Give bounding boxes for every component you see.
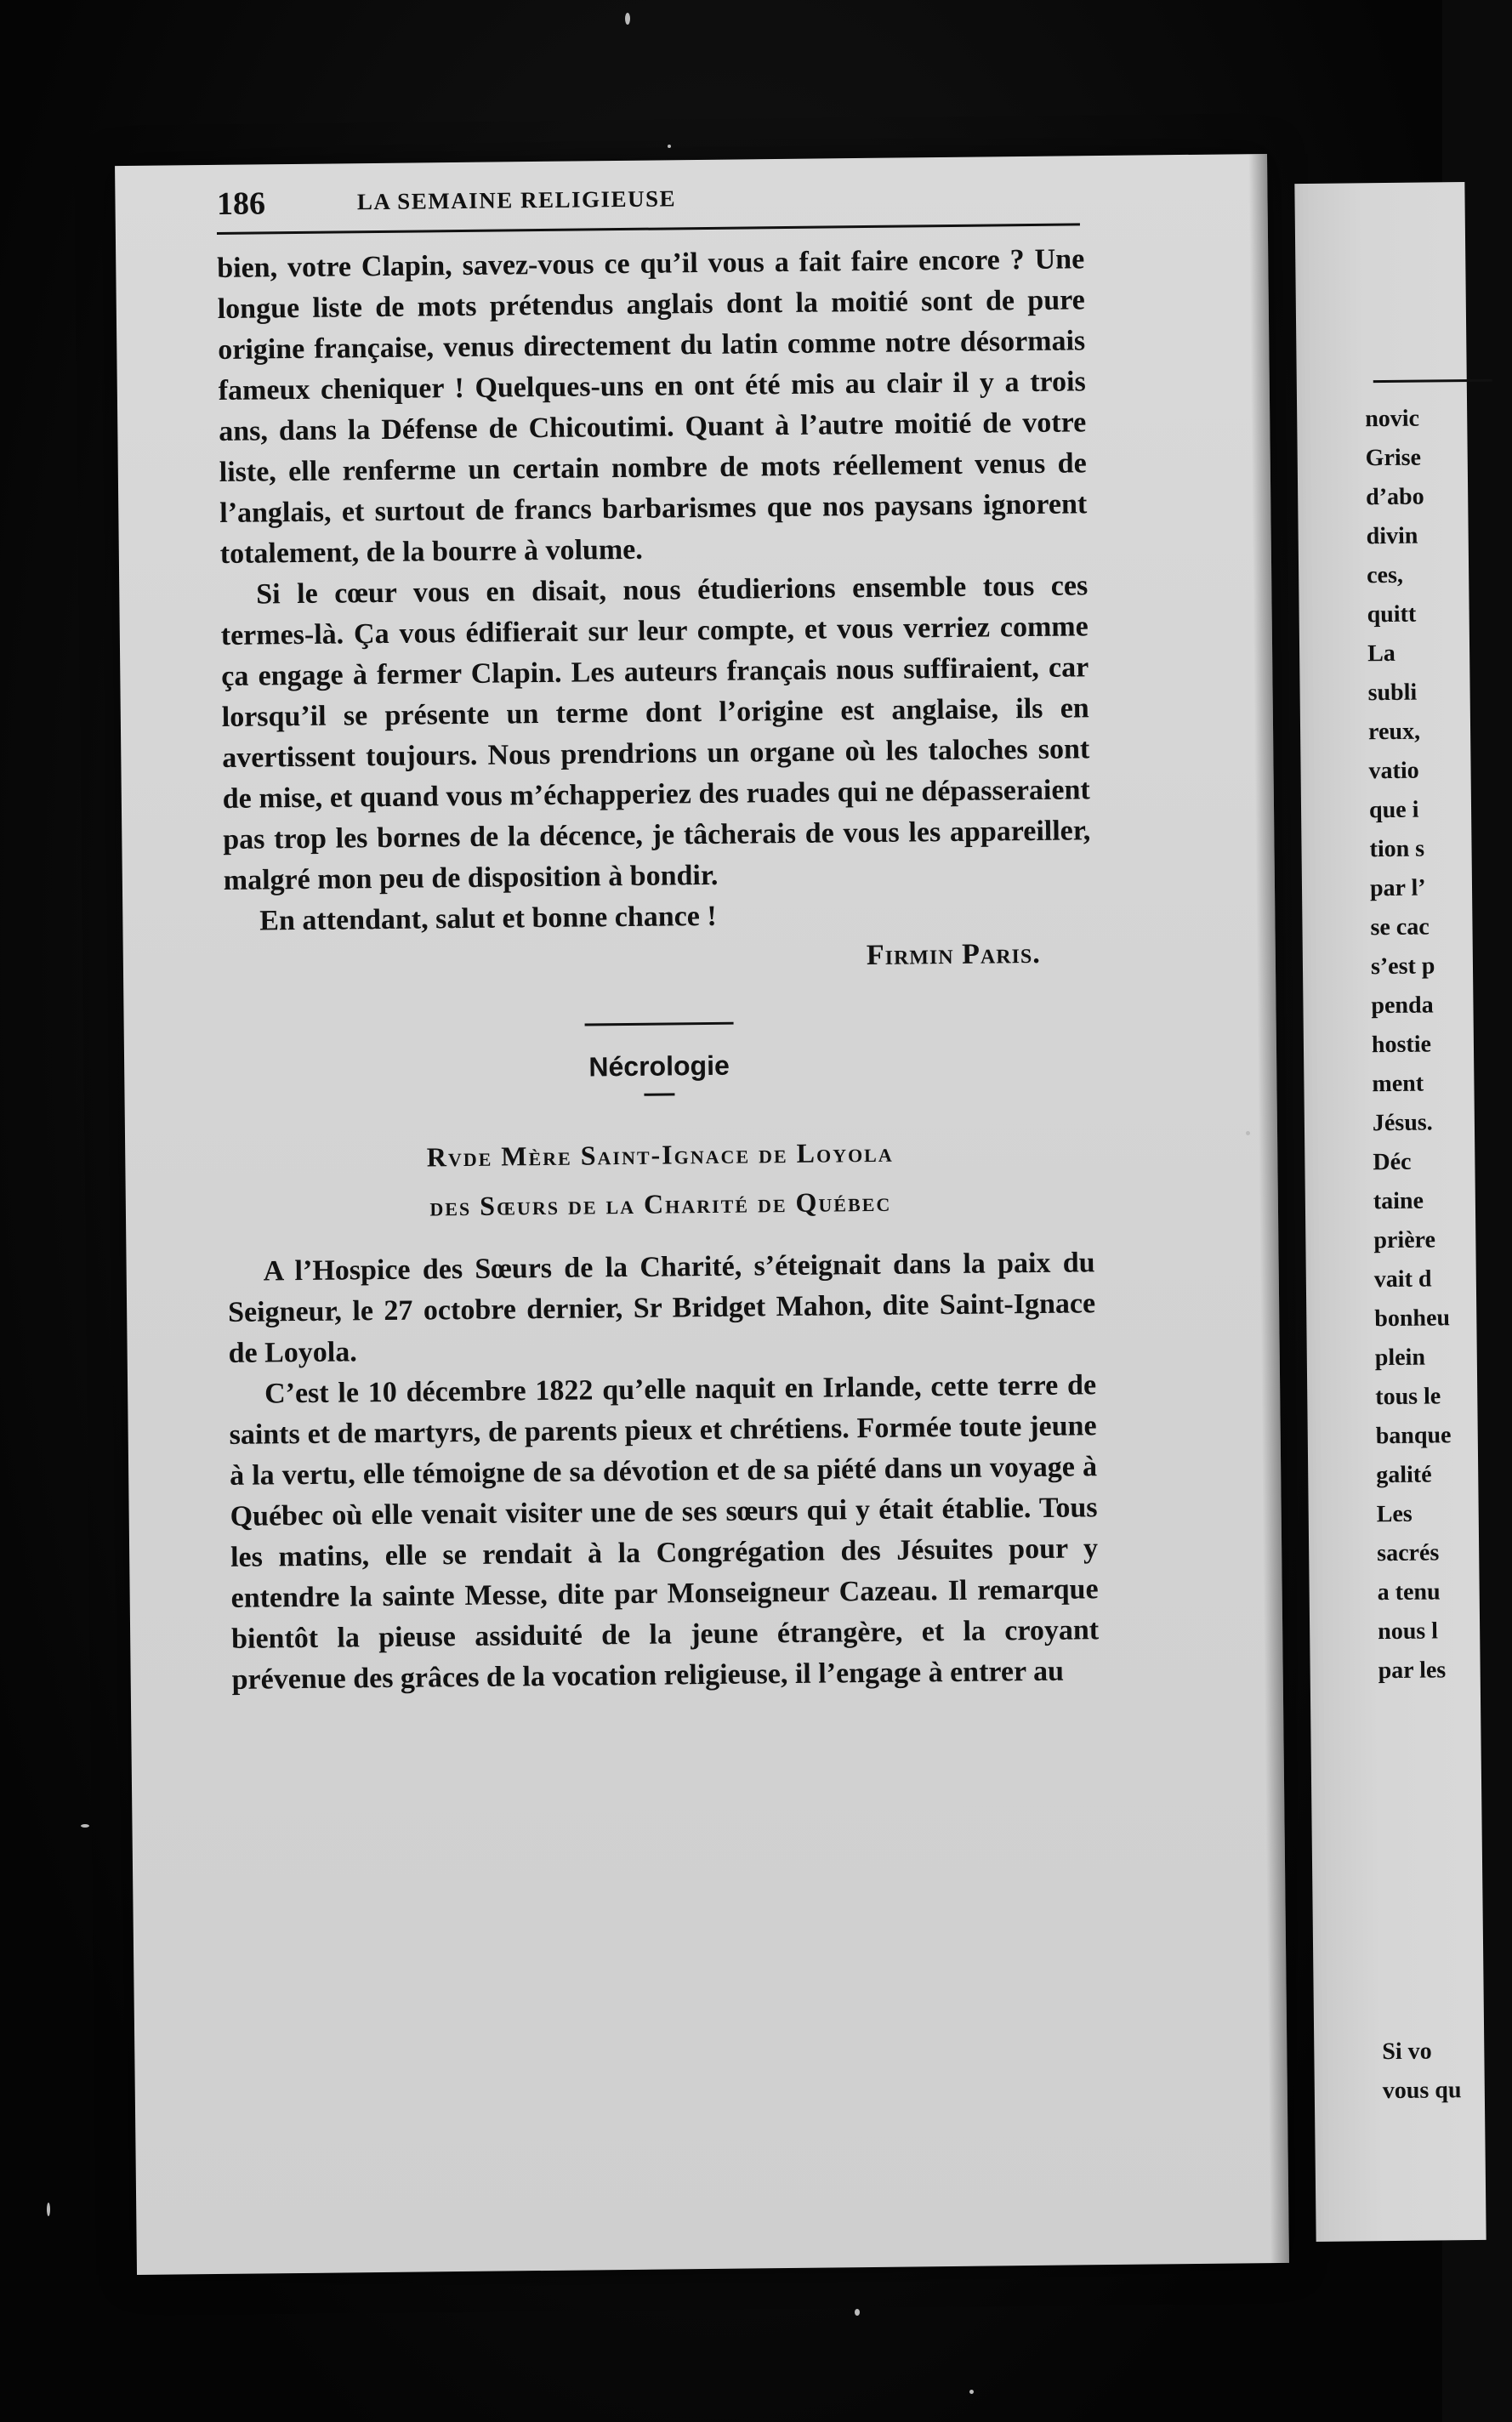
facing-page-line-8: subli [1367, 679, 1418, 707]
facing-page-line-25: plein [1374, 1344, 1426, 1372]
facing-page-line-22: prière [1373, 1226, 1436, 1254]
facing-page-line-17: hostie [1371, 1031, 1432, 1059]
facing-page-line-28: galité [1376, 1461, 1432, 1489]
facing-page-line-5: ces, [1367, 561, 1404, 589]
letter-paragraph-2: Si le cœur vous en disait, nous étudierions ensemble tous ces termes-là. Ça vous édifierait sur leur compte, et vous verriez comme ça engage à fermer Clapin. Les auteurs français nous suffiraient, car lorsqu’il se présente un terme dont l’origine est anglaise, ils en avertissent toujours. Nous prendrions un organe où les taloches sont de mise, et quand vous m’échapperiez des ruades qui ne dépasseraient pas trop les bornes de la décence, je tâcherais de vous les appareiller, malgré mon peu de disposition à bondir. [220, 570, 1091, 896]
facing-page [1294, 182, 1486, 2242]
section-title: Nécrologie [588, 1049, 730, 1083]
facing-page-line-18: ment [1372, 1070, 1424, 1098]
facing-page-line-20: Déc [1373, 1148, 1412, 1176]
facing-page-line-27: banque [1375, 1422, 1452, 1450]
obituary-paragraph-2: C’est le 10 décembre 1822 qu’elle naquit en Irlande, cette terre de saints et de martyrs, de parents pieux et chrétiens. Formée toute jeune à la vertu, elle témoigne de sa dévotion et de sa piété dans un voyage à Québec où elle venait visiter une de ses sœurs qui y était établie. Tous les matins, elle se rendait à la Congrégation des Jésuites pour y entendre la sainte Messe, dite par Monseigneur Cazeau. Il remarque bientôt la pieuse assiduité de la jeune étrangère, et la croyant prévenue des grâces de la vocation religieuse, il l’engage à entrer au [229, 1369, 1100, 1696]
letter-paragraph-3: En attendant, salut et bonne chance ! [259, 900, 717, 937]
facing-page-line-6: quitt [1367, 600, 1417, 628]
page-body [217, 239, 1100, 1701]
facing-page-text-upper [1365, 399, 1498, 1691]
facing-page-line-29: Les [1376, 1500, 1413, 1528]
title-dash [644, 1093, 674, 1095]
facing-page-line-23: vait d [1373, 1265, 1432, 1293]
section-divider [584, 1022, 733, 1026]
facing-page-line-16: penda [1371, 992, 1434, 1020]
obituary-paragraph-1: A l’Hospice des Sœurs de la Charité, s’éteignait dans la paix du Seigneur, le 27 octobre dernier, Sr Bridget Mahon, dite Saint-Ignace de Loyola. [227, 1247, 1096, 1369]
facing-page-line-12: tion s [1369, 835, 1425, 863]
letter-paragraph-1: bien, votre Clapin, savez-vous ce qu’il vous a fait faire encore ? Une longue liste de mots prétendus anglais dont la moitié sont de pure origine française, venus directement du latin comme notre désormais fameux cheniquer ! Quelques-uns en ont été mis au clair il y a trois ans, dans la Défense de Chicoutimi. Quant à l’autre moitié de votre liste, elle renferme un certain nombre de mots réellement venus de l’anglais, et surtout de francs barbarismes que nos paysans ignorent totalement, de la bourre à volume. [217, 243, 1088, 570]
facing-page-line-11: que i [1368, 796, 1419, 824]
facing-page-line-19: Jésus. [1372, 1109, 1433, 1137]
facing-page-line-24: bonheu [1374, 1305, 1451, 1333]
facing-page-line-26: tous le [1375, 1383, 1441, 1411]
facing-page-line-9: reux, [1367, 718, 1421, 746]
facing-page-line-2: Grise [1365, 444, 1422, 472]
facing-page-line-31: a tenu [1377, 1578, 1441, 1606]
facing-page-lower-line-1: Si vo [1382, 2038, 1432, 2066]
facing-page-line-10: vatio [1368, 757, 1419, 785]
facing-page-line-4: divin [1366, 522, 1418, 550]
facing-page-line-15: s’est p [1370, 952, 1435, 981]
running-title: LA SEMAINE RELIGIEUSE [356, 185, 677, 215]
facing-page-line-7: La [1367, 640, 1395, 668]
facing-page-line-30: sacrés [1377, 1539, 1440, 1567]
facing-page-lower-line-2: vous qu [1382, 2077, 1462, 2105]
obituary-heading-congregation: des Sœurs de la Charité de Québec [429, 1185, 892, 1222]
facing-page-line-14: se cac [1370, 913, 1430, 941]
facing-page-header-rule [1373, 379, 1492, 383]
facing-page-line-32: nous l [1378, 1618, 1439, 1646]
facing-page-line-3: d’abo [1366, 483, 1424, 511]
facing-page-line-13: par l’ [1369, 874, 1426, 902]
facing-page-text-lower [1382, 2032, 1502, 2111]
signature: Firmin Paris. [866, 937, 1041, 972]
facing-page-line-33: par les [1378, 1657, 1447, 1685]
page-number: 186 [216, 185, 266, 222]
obituary-heading-name: Rvde Mère Saint-Ignace de Loyola [426, 1136, 894, 1173]
facing-page-line-1: novic [1365, 405, 1420, 433]
facing-page-line-21: taine [1373, 1187, 1424, 1215]
